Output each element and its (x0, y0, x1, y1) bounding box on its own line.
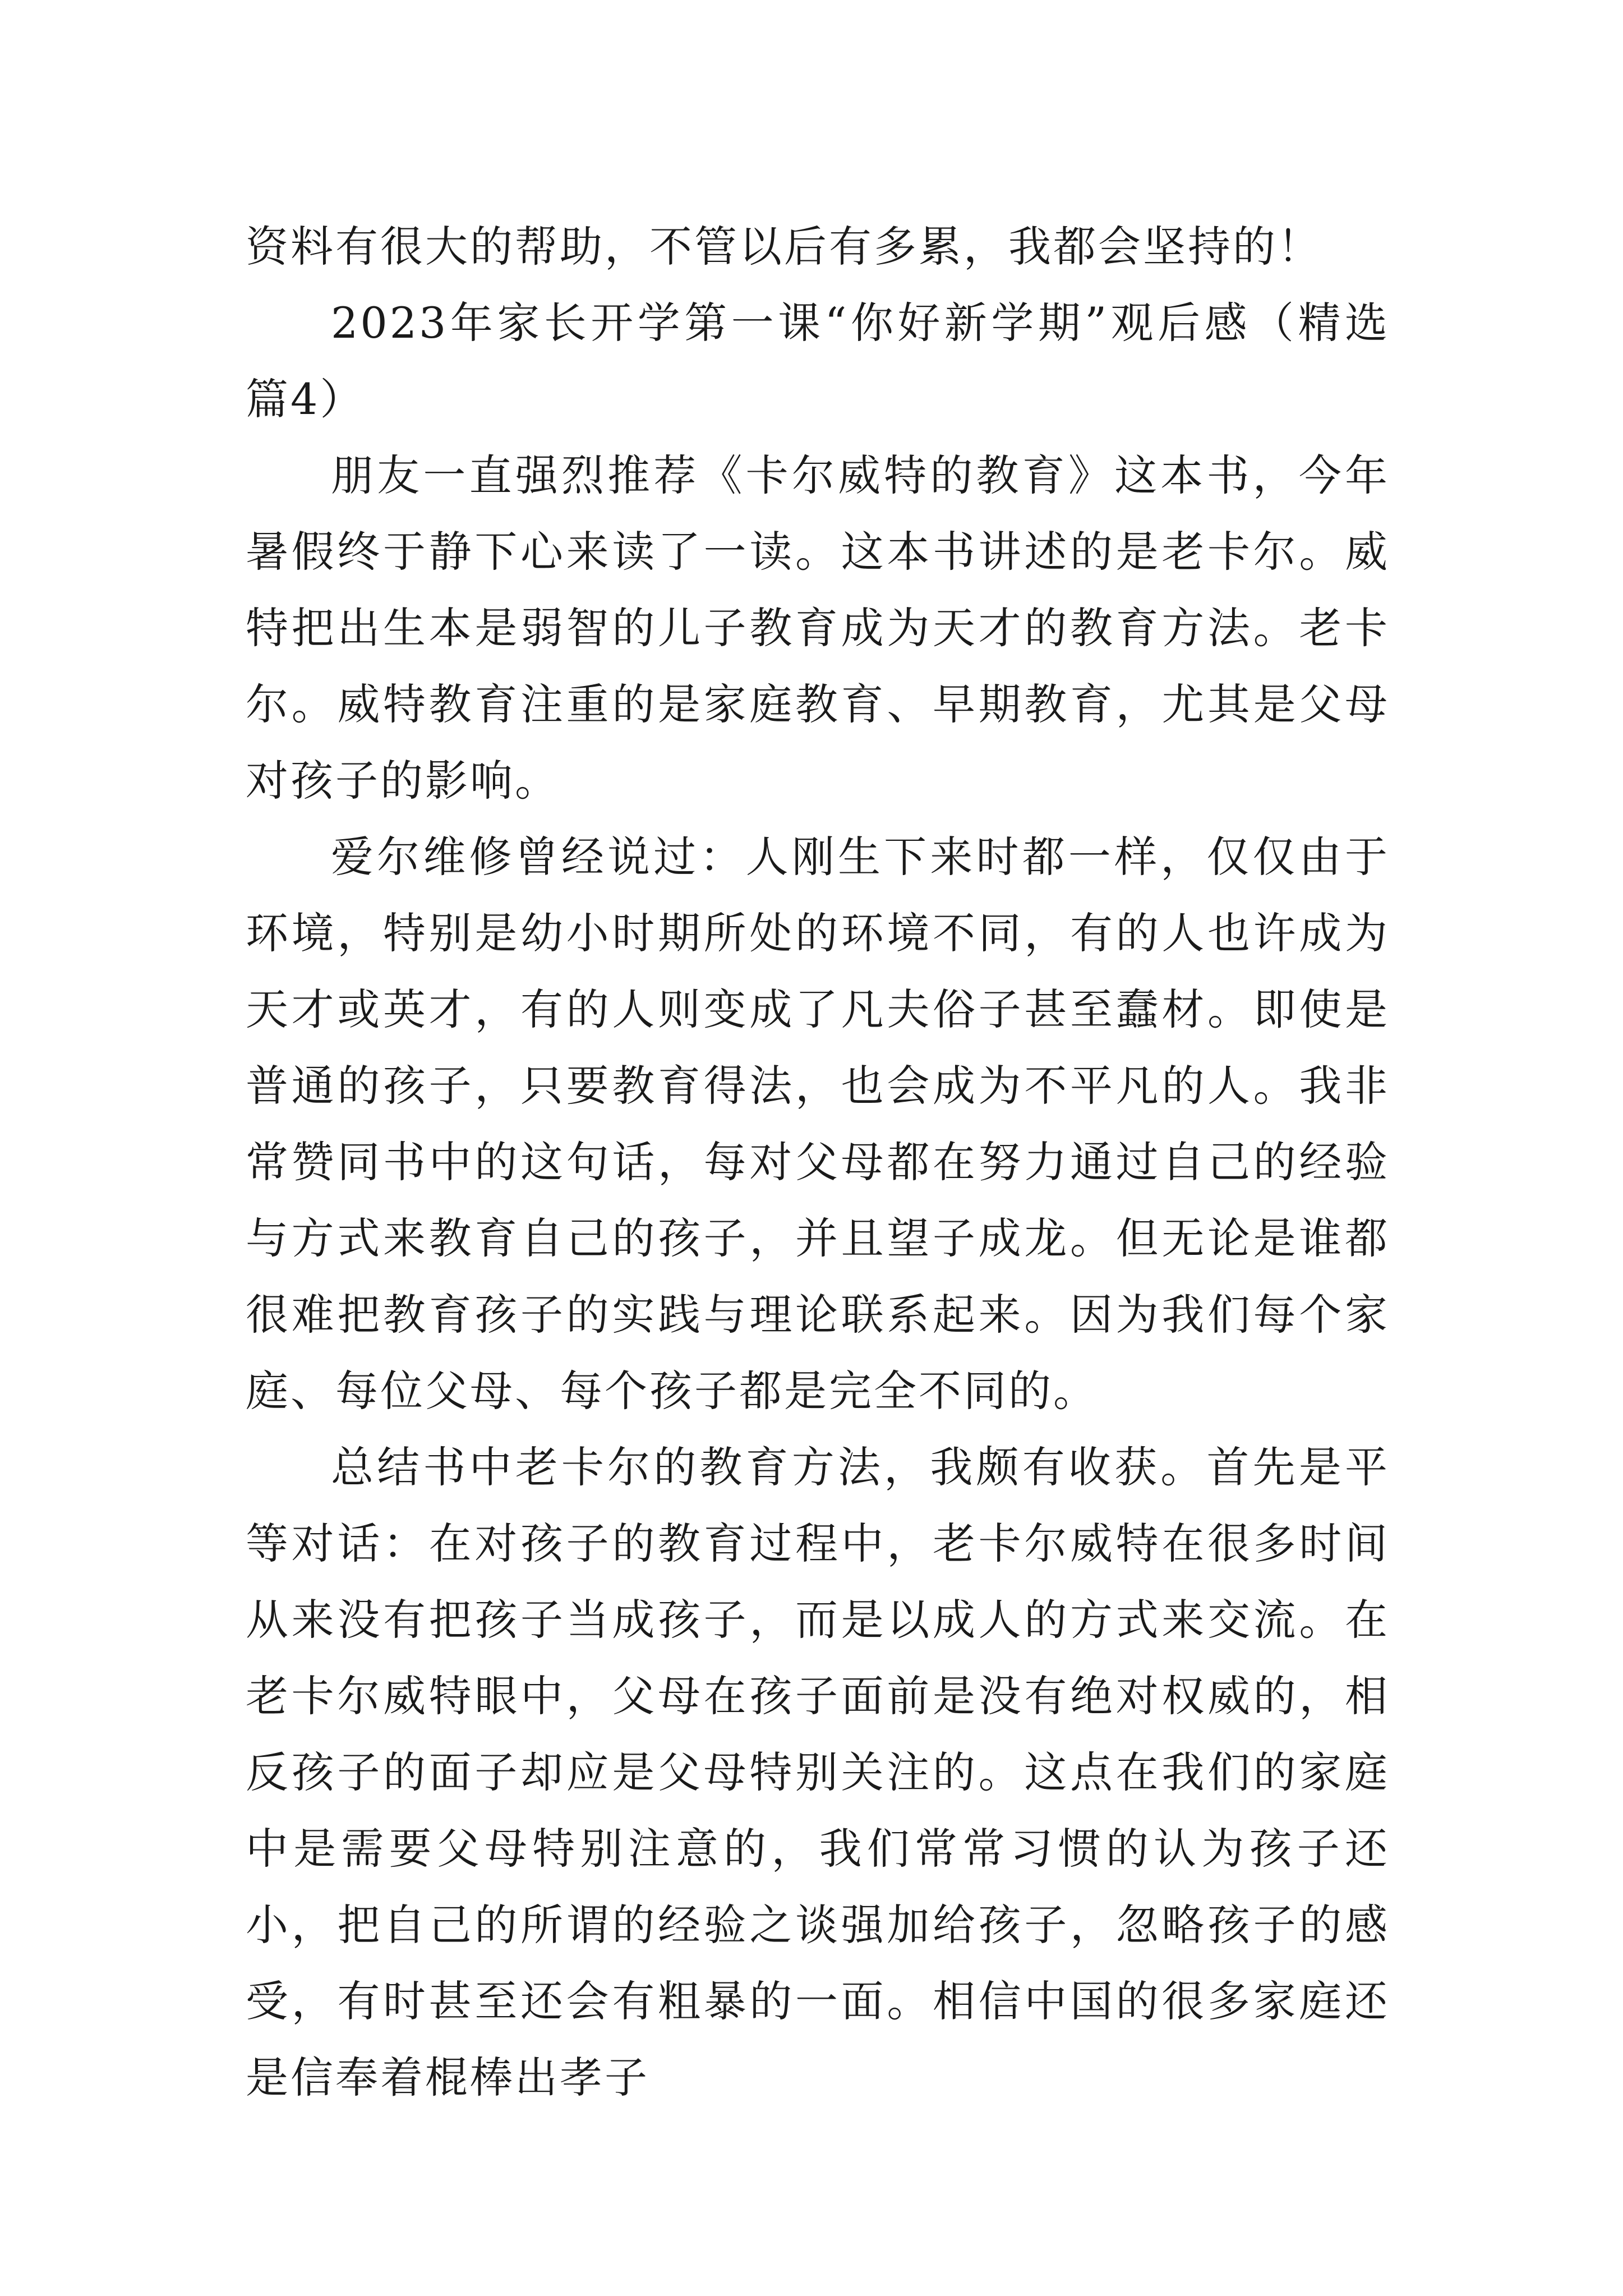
paragraph: 爱尔维修曾经说过：人刚生下来时都一样，仅仅由于环境，特别是幼小时期所处的环境不同，有的人也许成为天才或英才，有的人则变成了凡夫俗子甚至蠢材。即使是普通的孩子，只要教育得法，也会成为不平凡的人。我非常赞同书中的这句话，每对父母都在努力通过自己的经验与方式来教育自己的孩子，并且望子成龙。但无论是谁都很难把教育孩子的实践与理论联系起来。因为我们每个家庭、每位父母、每个孩子都是完全不同的。 (246, 832, 1390, 1416)
paragraph: 朋友一直强烈推荐《卡尔威特的教育》这本书，今年暑假终于静下心来读了一读。这本书讲述的是老卡尔。威特把出生本是弱智的儿子教育成为天才的教育方法。老卡尔。威特教育注重的是家庭教育、早期教育，尤其是父母对孩子的影响。 (246, 450, 1390, 806)
paragraph: 总结书中老卡尔的教育方法，我颇有收获。首先是平等对话：在对孩子的教育过程中，老卡尔威特在很多时间从来没有把孩子当成孩子，而是以成人的方式来交流。在老卡尔威特眼中，父母在孩子面前是没有绝对权威的，相反孩子的面子却应是父母特别关注的。这点在我们的家庭中是需要父母特别注意的，我们常常习惯的认为孩子还小，把自己的所谓的经验之谈强加给孩子，忽略孩子的感受，有时甚至还会有粗暴的一面。相信中国的很多家庭还是信奉着棍棒出孝子 (246, 1442, 1390, 2102)
document-body (246, 209, 1390, 2116)
section-heading: 2023年家长开学第一课“你好新学期”观后感（精选篇4） (246, 298, 1390, 424)
paragraph-continuation: 资料有很大的帮助，不管以后有多累，我都会坚持的！ (246, 222, 1322, 272)
